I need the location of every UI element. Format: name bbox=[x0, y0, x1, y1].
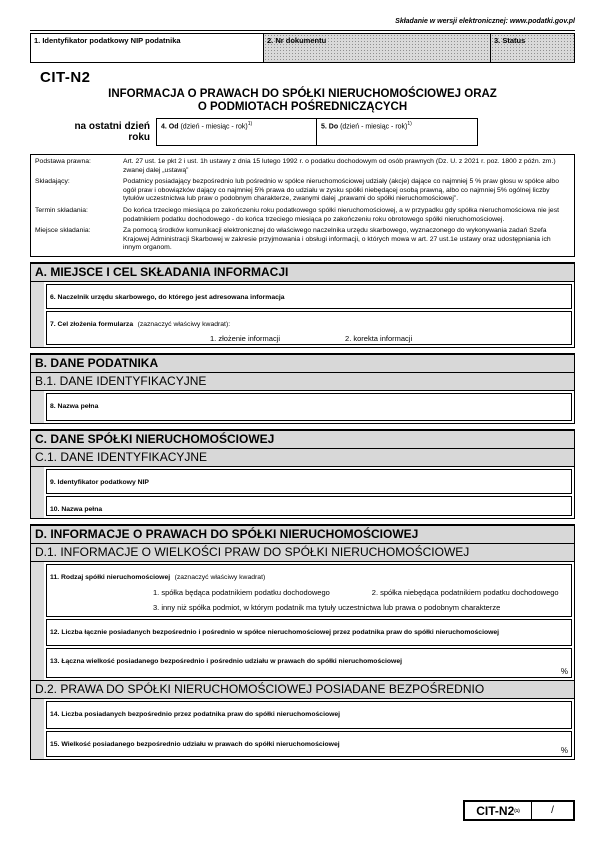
form-code: CIT-N2 bbox=[40, 69, 91, 86]
field-12-label: 12. Liczba łącznie posiadanych bezpośrednio i pośrednio w spółce nieruchomościowej przez podatnika praw do spółki nieruchomościowej bbox=[50, 628, 500, 636]
field-14-label: 14. Liczba posiadanych bezpośrednio przez podatnika praw do spółki nieruchomościowej bbox=[50, 710, 341, 718]
section-b-header: B. DANE PODATNIKA bbox=[31, 355, 574, 373]
legal-basis-label: Podstawa prawna: bbox=[35, 158, 91, 165]
field-8-nazwa-pelna-input[interactable] bbox=[46, 393, 572, 421]
date-from-label: 4. Od bbox=[161, 123, 179, 131]
section-gutter bbox=[31, 282, 44, 347]
section-b1-header: B.1. DANE IDENTYFIKACYJNE bbox=[31, 373, 574, 391]
footer-form-code-box bbox=[463, 800, 575, 821]
section-b1-body bbox=[31, 391, 574, 423]
option-inny-podmiot[interactable]: 3. inny niż spółka podmiot, w którym podatnik ma tytuły uczestnictwa lub prawa o podobnym charakterze bbox=[153, 602, 501, 612]
percent-sign: % bbox=[560, 666, 568, 676]
field-7-hint: (zaznaczyć właściwy kwadrat): bbox=[137, 320, 231, 328]
status-label: 3. Status bbox=[494, 36, 526, 45]
section-d bbox=[30, 524, 575, 760]
legal-info-box bbox=[30, 154, 575, 257]
section-b bbox=[30, 353, 575, 424]
field-12-liczba-praw-input[interactable] bbox=[46, 619, 572, 646]
section-d2-body bbox=[31, 699, 574, 759]
form-title bbox=[30, 88, 575, 114]
field-11-hint: (zaznaczyć właściwy kwadrat) bbox=[174, 573, 266, 581]
field-13-label: 13. Łączna wielkość posiadanego bezpośrednio i pośrednio udziału w prawach do spółki nieruchomościowej bbox=[50, 657, 403, 665]
section-c1-fields bbox=[44, 467, 574, 518]
section-d-header: D. INFORMACJE O PRAWACH DO SPÓŁKI NIERUCHOMOŚCIOWEJ bbox=[31, 526, 574, 544]
period-date-box bbox=[156, 118, 478, 146]
field-10-label: 10. Nazwa pełna bbox=[50, 505, 103, 513]
field-7-cel-zlozenia bbox=[46, 311, 572, 345]
field-11-options-row2 bbox=[153, 603, 568, 612]
field-11-rodzaj-spolki bbox=[46, 564, 572, 617]
section-a-fields bbox=[44, 282, 574, 347]
footnote-ref: 1) bbox=[407, 121, 412, 127]
section-gutter bbox=[31, 391, 44, 423]
field-6-label: 6. Naczelnik urzędu skarbowego, do którego jest adresowana informacja bbox=[50, 293, 285, 301]
option-zlozenie-informacji[interactable]: 1. złożenie informacji bbox=[210, 333, 281, 343]
filing-place-label: Miejsce składania: bbox=[35, 227, 91, 235]
section-c-header: C. DANE SPÓŁKI NIERUCHOMOŚCIOWEJ bbox=[31, 431, 574, 449]
section-d2-header: D.2. PRAWA DO SPÓŁKI NIERUCHOMOŚCIOWEJ POSIADANE BEZPOŚREDNIO bbox=[31, 680, 574, 699]
field-15-label: 15. Wielkość posiadanego bezpośrednio udziału w prawach do spółki nieruchomościowej bbox=[50, 740, 340, 748]
section-c1-header: C.1. DANE IDENTYFIKACYJNE bbox=[31, 449, 574, 467]
document-number-field bbox=[264, 34, 491, 62]
deadline-text: Do końca trzeciego miesiąca po zakończeniu roku podatkowego spółki nieruchomościowej, a w przypadku gdy spółka nieruchomościowa nie jest podatnikiem podatku dochodowego - do końca trzeciego miesiąca po zakończeniu roku obrotowego spółki nieruchomościowej. bbox=[123, 206, 559, 223]
footer-page-number: / bbox=[551, 805, 554, 816]
period-label: na ostatni dzień roku bbox=[74, 121, 150, 143]
field-13-wielkosc-udzialu-input[interactable] bbox=[46, 648, 572, 678]
footer-form-code bbox=[465, 802, 532, 819]
filers-label: Składający: bbox=[35, 178, 70, 186]
section-d1-fields bbox=[44, 562, 574, 680]
field-9-nip-input[interactable] bbox=[46, 469, 572, 494]
reporting-period-row bbox=[55, 118, 575, 146]
form-title-line2: O PODMIOTACH POŚREDNICZĄCYCH bbox=[197, 101, 408, 113]
section-c1-body bbox=[31, 467, 574, 518]
status-field bbox=[491, 34, 574, 62]
date-from-hint: (dzień - miesiąc - rok) bbox=[180, 123, 248, 131]
section-gutter bbox=[31, 562, 44, 680]
date-to-label: 5. Do bbox=[321, 123, 339, 131]
field-14-liczba-bezposrednio-input[interactable] bbox=[46, 701, 572, 729]
filers-text: Podatnicy posiadający bezpośrednio lub pośrednio w spółce nieruchomościowej udziały (akcje) dające co najmniej 5 % praw głosu w spółce albo ogół praw i obowiązków dający co najmniej 5% prawa do udziału w zysku spółki niebędącej osobą prawną, albo co najmniej 5% ogólnej liczby tytułów uczestnictwa lub praw o podobnym charakterze, zwanymi dalej „prawami do spółki nieruchomościowej”. bbox=[123, 178, 559, 203]
field-11-options-row1 bbox=[153, 588, 568, 597]
nip-field-label: 1. Identyfikator podatkowy NIP podatnika bbox=[34, 36, 181, 45]
field-10-nazwa-pelna-input[interactable] bbox=[46, 496, 572, 516]
section-a-body bbox=[31, 282, 574, 347]
date-from-field[interactable] bbox=[157, 119, 317, 145]
section-c bbox=[30, 429, 575, 519]
form-content bbox=[30, 18, 575, 760]
header-id-row bbox=[30, 33, 575, 63]
section-d1-header: D.1. INFORMACJE O WIELKOŚCI PRAW DO SPÓŁKI NIERUCHOMOŚCIOWEJ bbox=[31, 544, 574, 562]
section-gutter bbox=[31, 699, 44, 759]
field-15-wielkosc-bezposrednio-input[interactable] bbox=[46, 731, 572, 757]
deadline-label: Termin składania: bbox=[35, 206, 88, 214]
section-gutter bbox=[31, 467, 44, 518]
form-title-line1: INFORMACJA O PRAWACH DO SPÓŁKI NIERUCHOMOŚCIOWEJ ORAZ bbox=[108, 88, 497, 100]
section-a bbox=[30, 262, 575, 348]
footer-code-version: (1) bbox=[514, 808, 520, 813]
section-b1-fields bbox=[44, 391, 574, 423]
filing-place-text: Za pomocą środków komunikacji elektronicznej do właściwego naczelnika urzędu skarbowego, wyznaczonego do wykonywania zadań Szefa Krajowej Administracji Skarbowej w zakresie przyjmowania i obsługi informacji, o których mowa w art. 27 ust.1e ustawy oraz udostępniania ich innym organom. bbox=[123, 227, 551, 252]
nip-input-field[interactable] bbox=[31, 34, 264, 62]
date-to-field[interactable] bbox=[317, 119, 477, 145]
percent-sign: % bbox=[560, 745, 568, 755]
section-d2-fields bbox=[44, 699, 574, 759]
field-9-label: 9. Identyfikator podatkowy NIP bbox=[50, 478, 149, 486]
option-spolka-niepodatnik[interactable]: 2. spółka niebędąca podatnikiem podatku dochodowego bbox=[371, 587, 559, 597]
efiling-note: Składanie w wersji elektronicznej: www.podatki.gov.pl bbox=[395, 18, 575, 25]
option-spolka-podatnik[interactable]: 1. spółka będąca podatnikiem podatku dochodowego bbox=[153, 587, 330, 597]
field-6-naczelnik-input[interactable] bbox=[46, 284, 572, 309]
legal-basis-text: Art. 27 ust. 1e pkt 2 i ust. 1h ustawy z dnia 15 lutego 1992 r. o podatku dochodowym od osób prawnych (Dz. U. z 2021 r. poz. 1800 z późn. zm.) zwanej dalej „ustawą” bbox=[123, 158, 556, 174]
field-11-label: 11. Rodzaj spółki nieruchomościowej bbox=[50, 573, 171, 581]
option-korekta-informacji[interactable]: 2. korekta informacji bbox=[345, 333, 413, 343]
field-7-options bbox=[50, 334, 568, 343]
field-7-label-row bbox=[50, 313, 568, 331]
section-d1-body bbox=[31, 562, 574, 680]
footnote-ref: 1) bbox=[247, 121, 253, 127]
footer-code-text: CIT-N2 bbox=[476, 803, 515, 818]
date-to-hint: (dzień - miesiąc - rok) bbox=[340, 123, 408, 131]
field-7-label: 7. Cel złożenia formularza bbox=[50, 320, 134, 328]
field-8-label: 8. Nazwa pełna bbox=[50, 402, 99, 410]
field-11-label-row bbox=[50, 566, 568, 584]
document-number-label: 2. Nr dokumentu bbox=[267, 36, 327, 45]
section-a-header: A. MIEJSCE I CEL SKŁADANIA INFORMACJI bbox=[31, 264, 574, 282]
